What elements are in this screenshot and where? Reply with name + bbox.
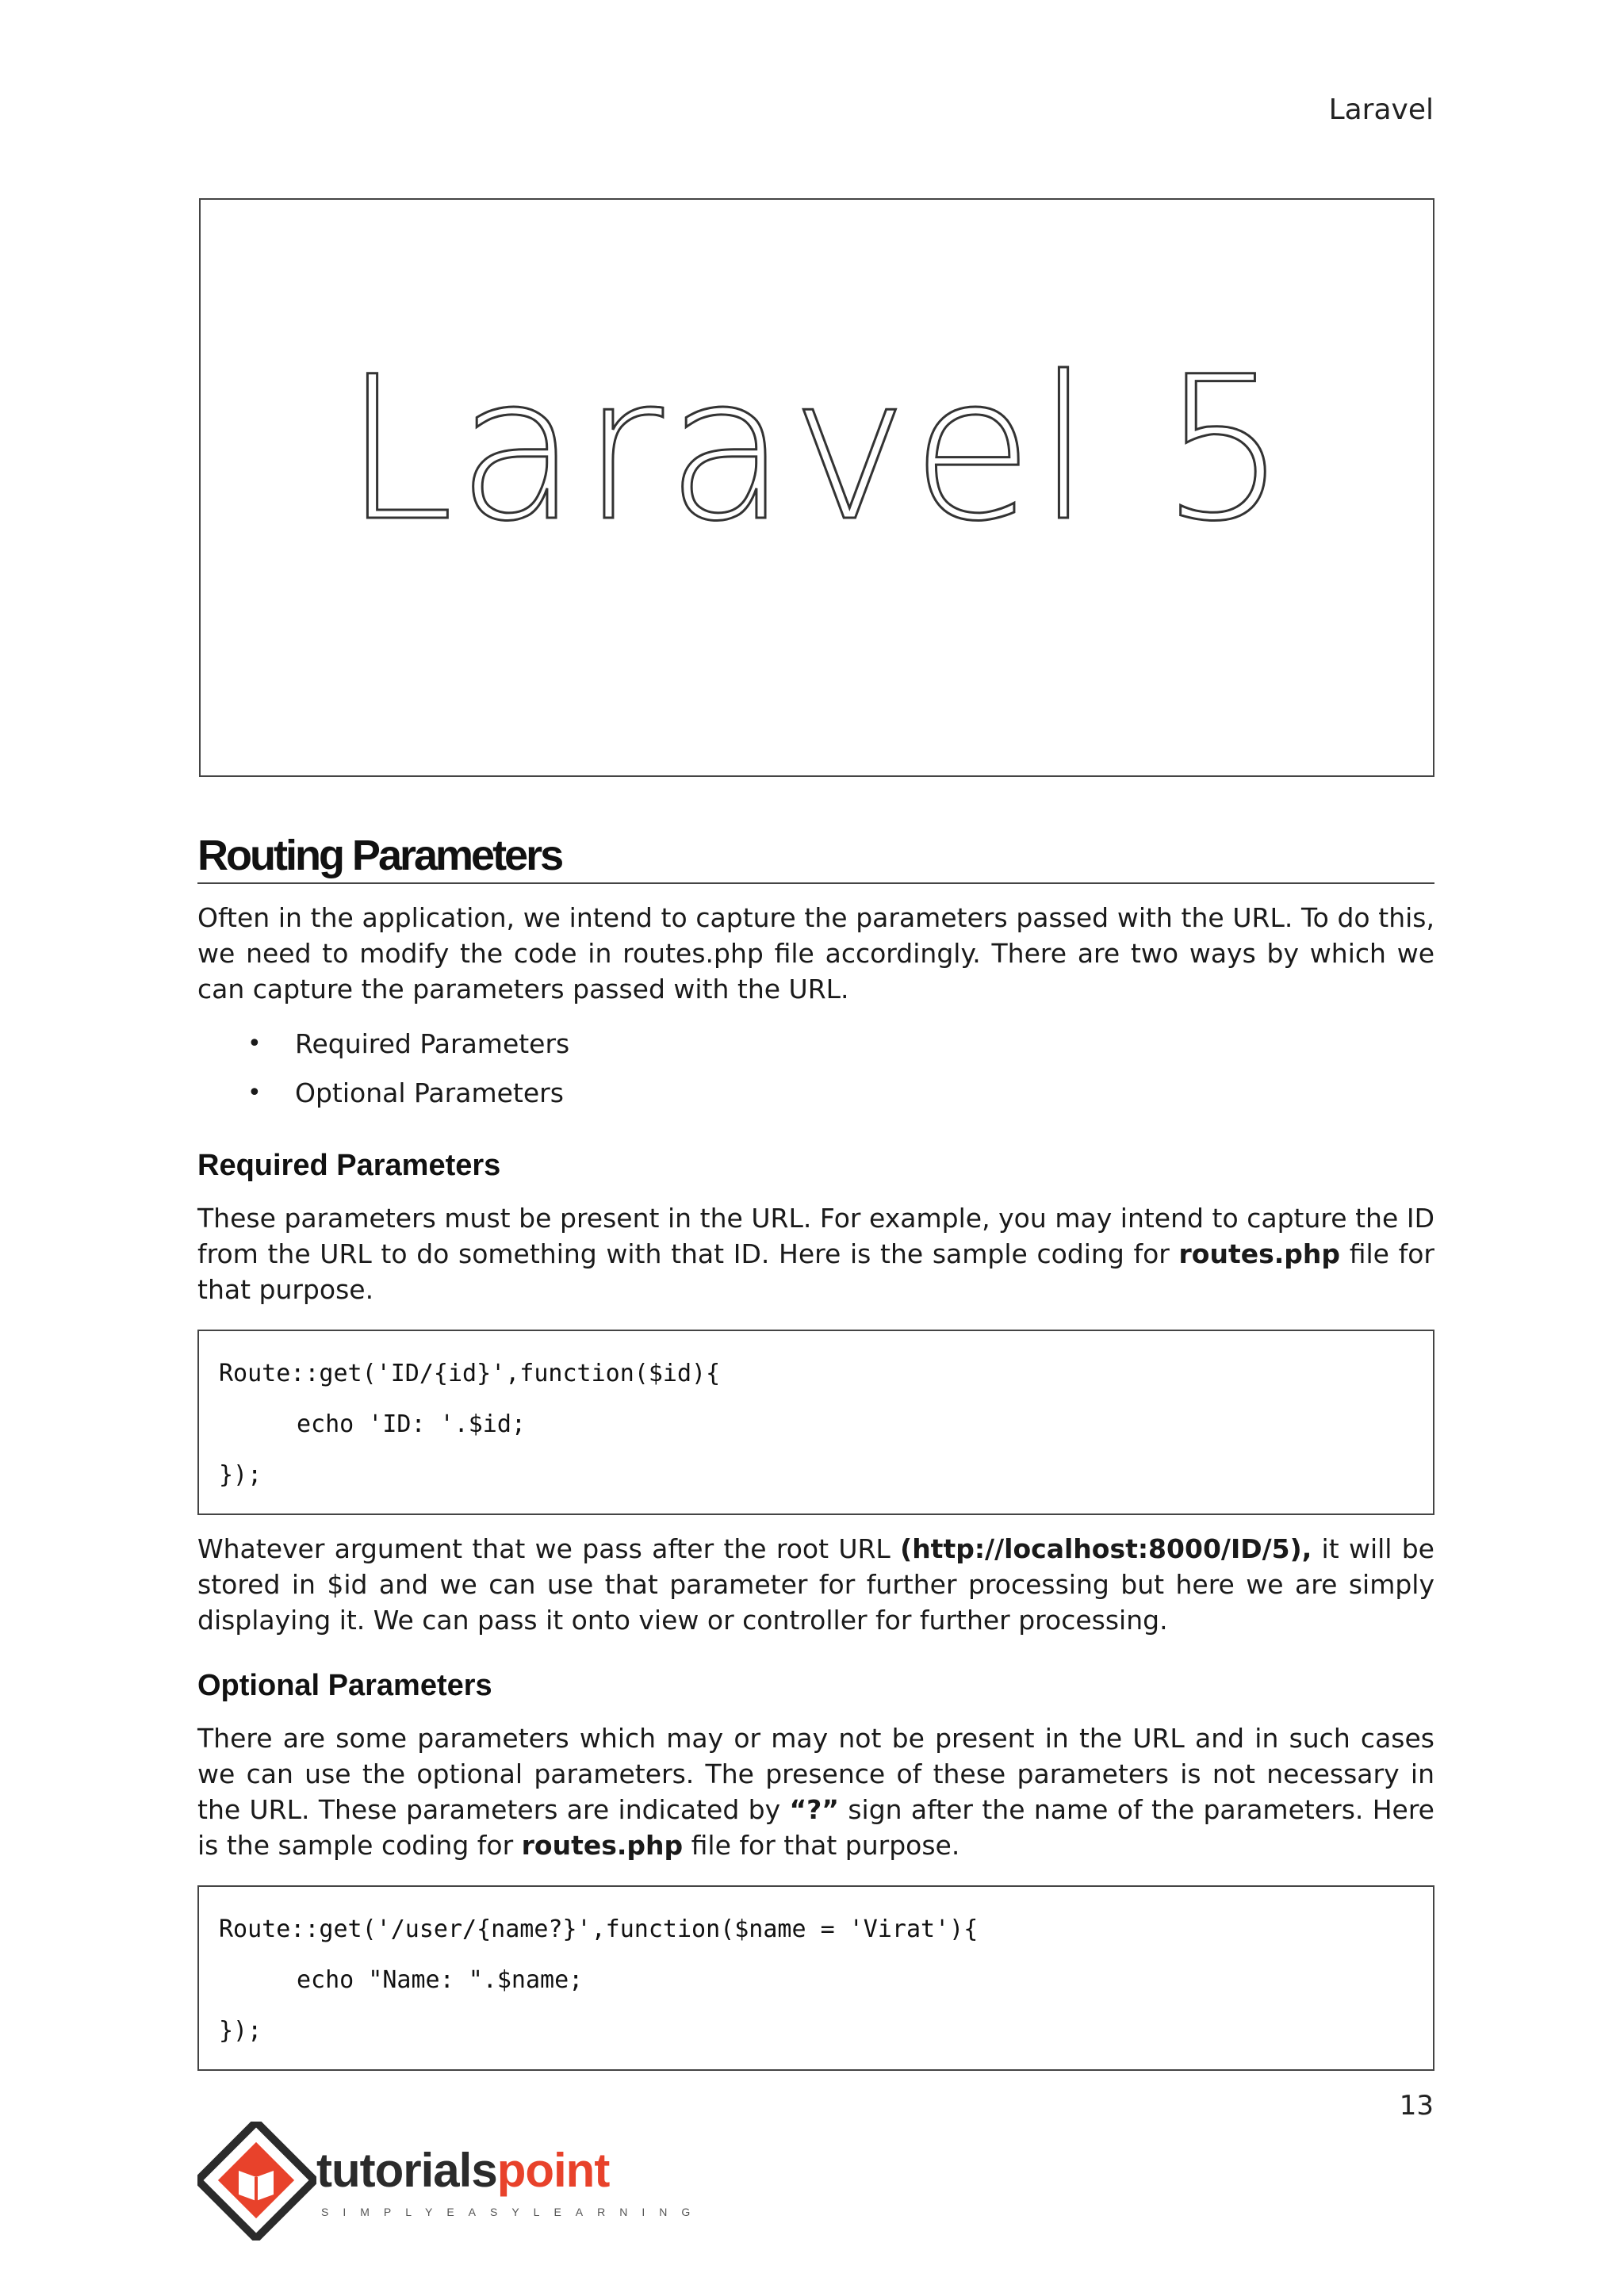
running-header: Laravel xyxy=(1328,94,1434,126)
code-line: }); xyxy=(219,1460,262,1489)
code-line: echo "Name: ".$name; xyxy=(297,1965,584,1994)
hero-title: Laravel 5 xyxy=(343,334,1291,564)
logo-tagline: SIMPLYEASYLEARNING xyxy=(321,2206,705,2218)
code-line: Route::get('/user/{name?}',function($name = 'Virat'){ xyxy=(219,1915,979,1943)
required-code-block xyxy=(197,1330,1434,1515)
required-heading: Required Parameters xyxy=(197,1149,501,1183)
required-paragraph: These parameters must be present in the URL. For example, you may intend to capture the ID from the URL to do something with that ID. Here is the sample coding for routes.php file for that purpose. xyxy=(197,1202,1434,1305)
parameter-types-list xyxy=(197,1020,1434,1118)
code-line: echo 'ID: '.$id; xyxy=(297,1410,526,1438)
required-explanation: Whatever argument that we pass after the root URL (http://localhost:8000/ID/5), it will be stored in $id and we can use that parameter for further processing but here we are simply displaying it. We can pass it onto view or controller for further processing. xyxy=(197,1533,1434,1636)
section-title: Routing Parameters xyxy=(197,832,1434,884)
tutorialspoint-logo xyxy=(197,2118,705,2245)
page-content xyxy=(197,832,1434,2071)
logo-diamond-icon xyxy=(197,2122,316,2241)
list-item: • Optional Parameters xyxy=(295,1069,1434,1118)
list-item: • Required Parameters xyxy=(295,1020,1434,1069)
code-line: Route::get('ID/{id}',function($id){ xyxy=(219,1359,721,1387)
intro-paragraph: Often in the application, we intend to capture the parameters passed with the URL. To do this, we need to modify the code in routes.php file accordingly. There are two ways by which we can capture the parameters passed with the URL. xyxy=(197,902,1434,1005)
logo-wordmark: tutorialspoint xyxy=(316,2144,610,2197)
code-line: }); xyxy=(219,2016,262,2045)
optional-paragraph: There are some parameters which may or may not be present in the URL and in such cases we can use the optional parameters. The presence of these parameters is not necessary in the URL. These parameters are indicated by “?” sign after the name of the parameters. Here is the sample coding for routes.php file for that purpose. xyxy=(197,1722,1434,1861)
hero-image xyxy=(199,198,1434,777)
optional-code-block xyxy=(197,1885,1434,2071)
bullet-icon: • xyxy=(247,1030,262,1058)
optional-heading: Optional Parameters xyxy=(197,1668,492,1702)
page-number: 13 xyxy=(1399,2090,1434,2122)
bullet-icon: • xyxy=(247,1079,262,1108)
